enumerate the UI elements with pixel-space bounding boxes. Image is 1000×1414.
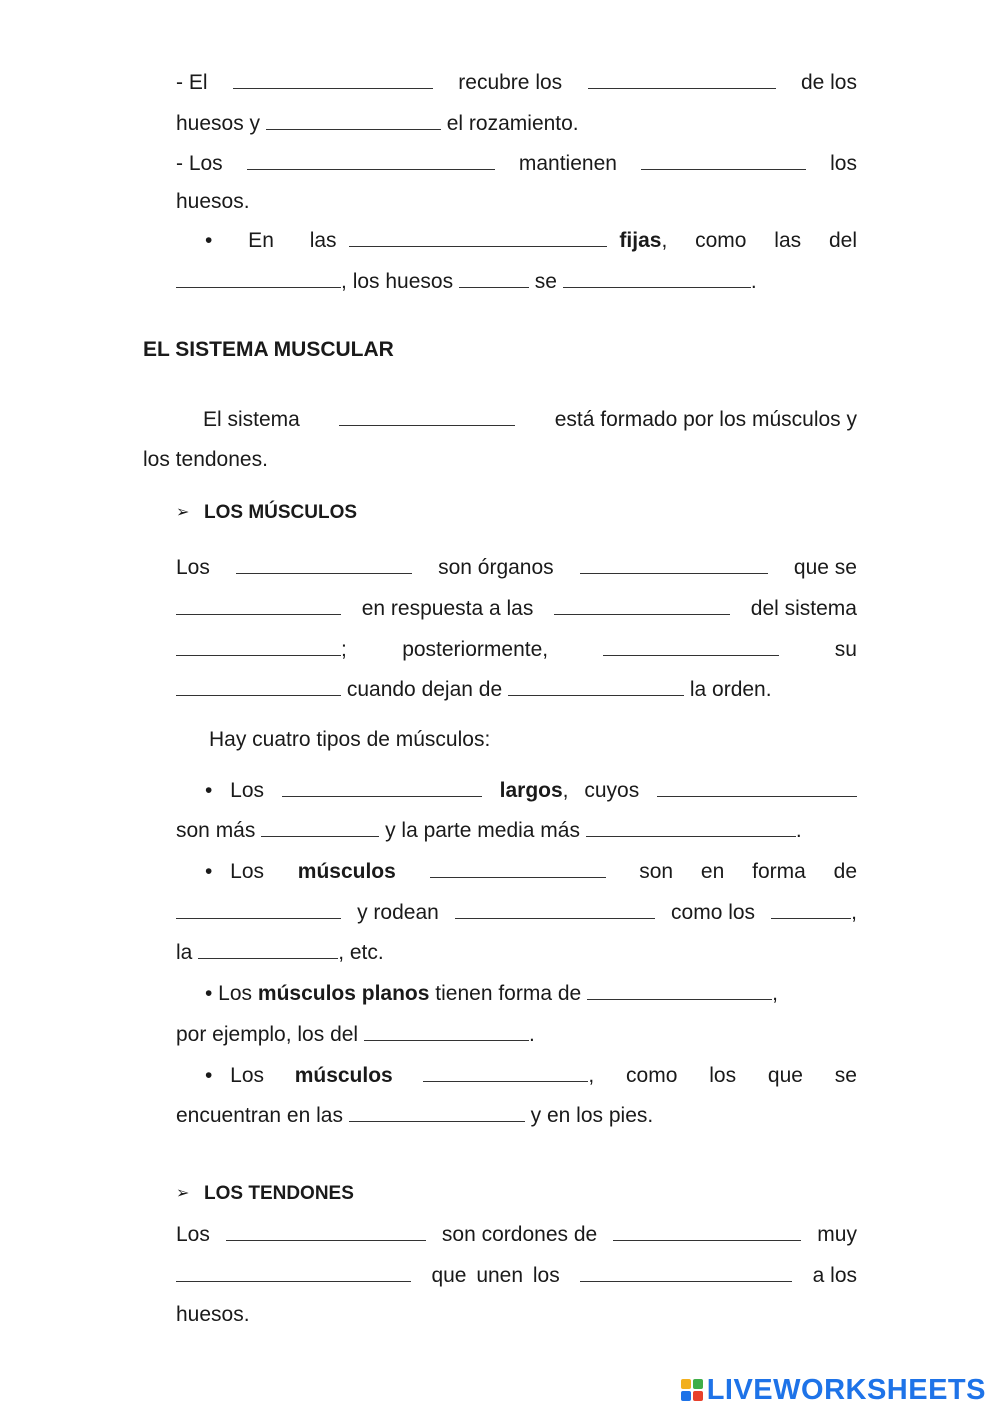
text-line: huesos. [176,1303,250,1326]
blank-field[interactable] [226,1222,426,1241]
text-line: Hay cuatro tipos de músculos: [209,728,491,751]
blank-field[interactable] [233,70,433,89]
text-line: que unen los a los [176,1263,857,1287]
text-line: la , etc. [176,941,384,964]
section-heading: EL SISTEMA MUSCULAR [143,338,394,361]
blank-field[interactable] [349,1103,525,1122]
blank-field[interactable] [282,778,482,797]
text-line: cuando dejan de la orden. [176,677,857,701]
blank-field[interactable] [603,637,779,656]
blank-field[interactable] [176,637,341,656]
arrow-bullet-icon: ➢ [176,504,190,521]
text-line: encuentran en las y en los pies. [176,1104,654,1127]
list-item: • En las fijas, como las del [205,229,857,252]
text-line: - Los mantienen los [176,152,857,175]
text-line: huesos y el rozamiento. [176,112,579,135]
blank-field[interactable] [580,1263,792,1282]
text-line: Los son órganos que se [176,556,857,579]
blank-field[interactable] [588,70,776,89]
blank-field[interactable] [580,555,768,574]
blank-field[interactable] [423,1063,588,1082]
text-line: Los son cordones de muy [176,1223,857,1246]
blank-field[interactable] [236,555,412,574]
blank-field[interactable] [261,818,379,837]
blank-field[interactable] [339,407,515,426]
liveworksheets-logo: LIVEWORKSHEETS [681,1374,986,1406]
text-line: El sistema está formado por los músculos y [203,408,857,431]
blank-field[interactable] [455,900,655,919]
blank-field[interactable] [176,596,341,615]
text-line: por ejemplo, los del . [176,1023,535,1046]
text-line: en respuesta a las del sistema [176,596,857,620]
text-line: son más y la parte media más . [176,819,802,842]
blank-field[interactable] [430,859,606,878]
blank-field[interactable] [613,1222,801,1241]
subheading-tendones: ➢ LOS TENDONES [176,1183,354,1204]
blank-field[interactable] [176,677,341,696]
blank-field[interactable] [176,269,341,288]
blank-field[interactable] [349,228,607,247]
blank-field[interactable] [554,596,730,615]
list-item: • Los músculos planos tienen forma de , [205,982,778,1005]
list-item: • Los músculos , como los que se [205,1064,857,1087]
list-item: • Los músculos son en forma de [205,860,857,883]
blank-field[interactable] [459,269,529,288]
blank-field[interactable] [266,111,441,130]
blank-field[interactable] [508,677,684,696]
blank-field[interactable] [247,151,495,170]
text-line: ; posteriormente, su [176,637,857,661]
blank-field[interactable] [771,900,851,919]
blank-field[interactable] [364,1022,529,1041]
blank-field[interactable] [586,818,796,837]
arrow-bullet-icon: ➢ [176,1185,190,1202]
text-line: los tendones. [143,448,268,471]
blank-field[interactable] [176,900,341,919]
text-line: , los huesos se . [176,269,857,293]
list-item: • Los largos, cuyos [205,778,857,802]
blank-field[interactable] [563,269,751,288]
text-line: - El recubre los de los [176,71,857,94]
blank-field[interactable] [587,981,772,1000]
blank-field[interactable] [657,778,857,797]
subheading-musculos: ➢ LOS MÚSCULOS [176,502,358,523]
blank-field[interactable] [198,940,338,959]
blank-field[interactable] [176,1263,411,1282]
text-line: huesos. [176,190,250,213]
logo-mark-icon [681,1379,703,1401]
blank-field[interactable] [641,151,806,170]
text-line: y rodean como los , [176,900,857,924]
